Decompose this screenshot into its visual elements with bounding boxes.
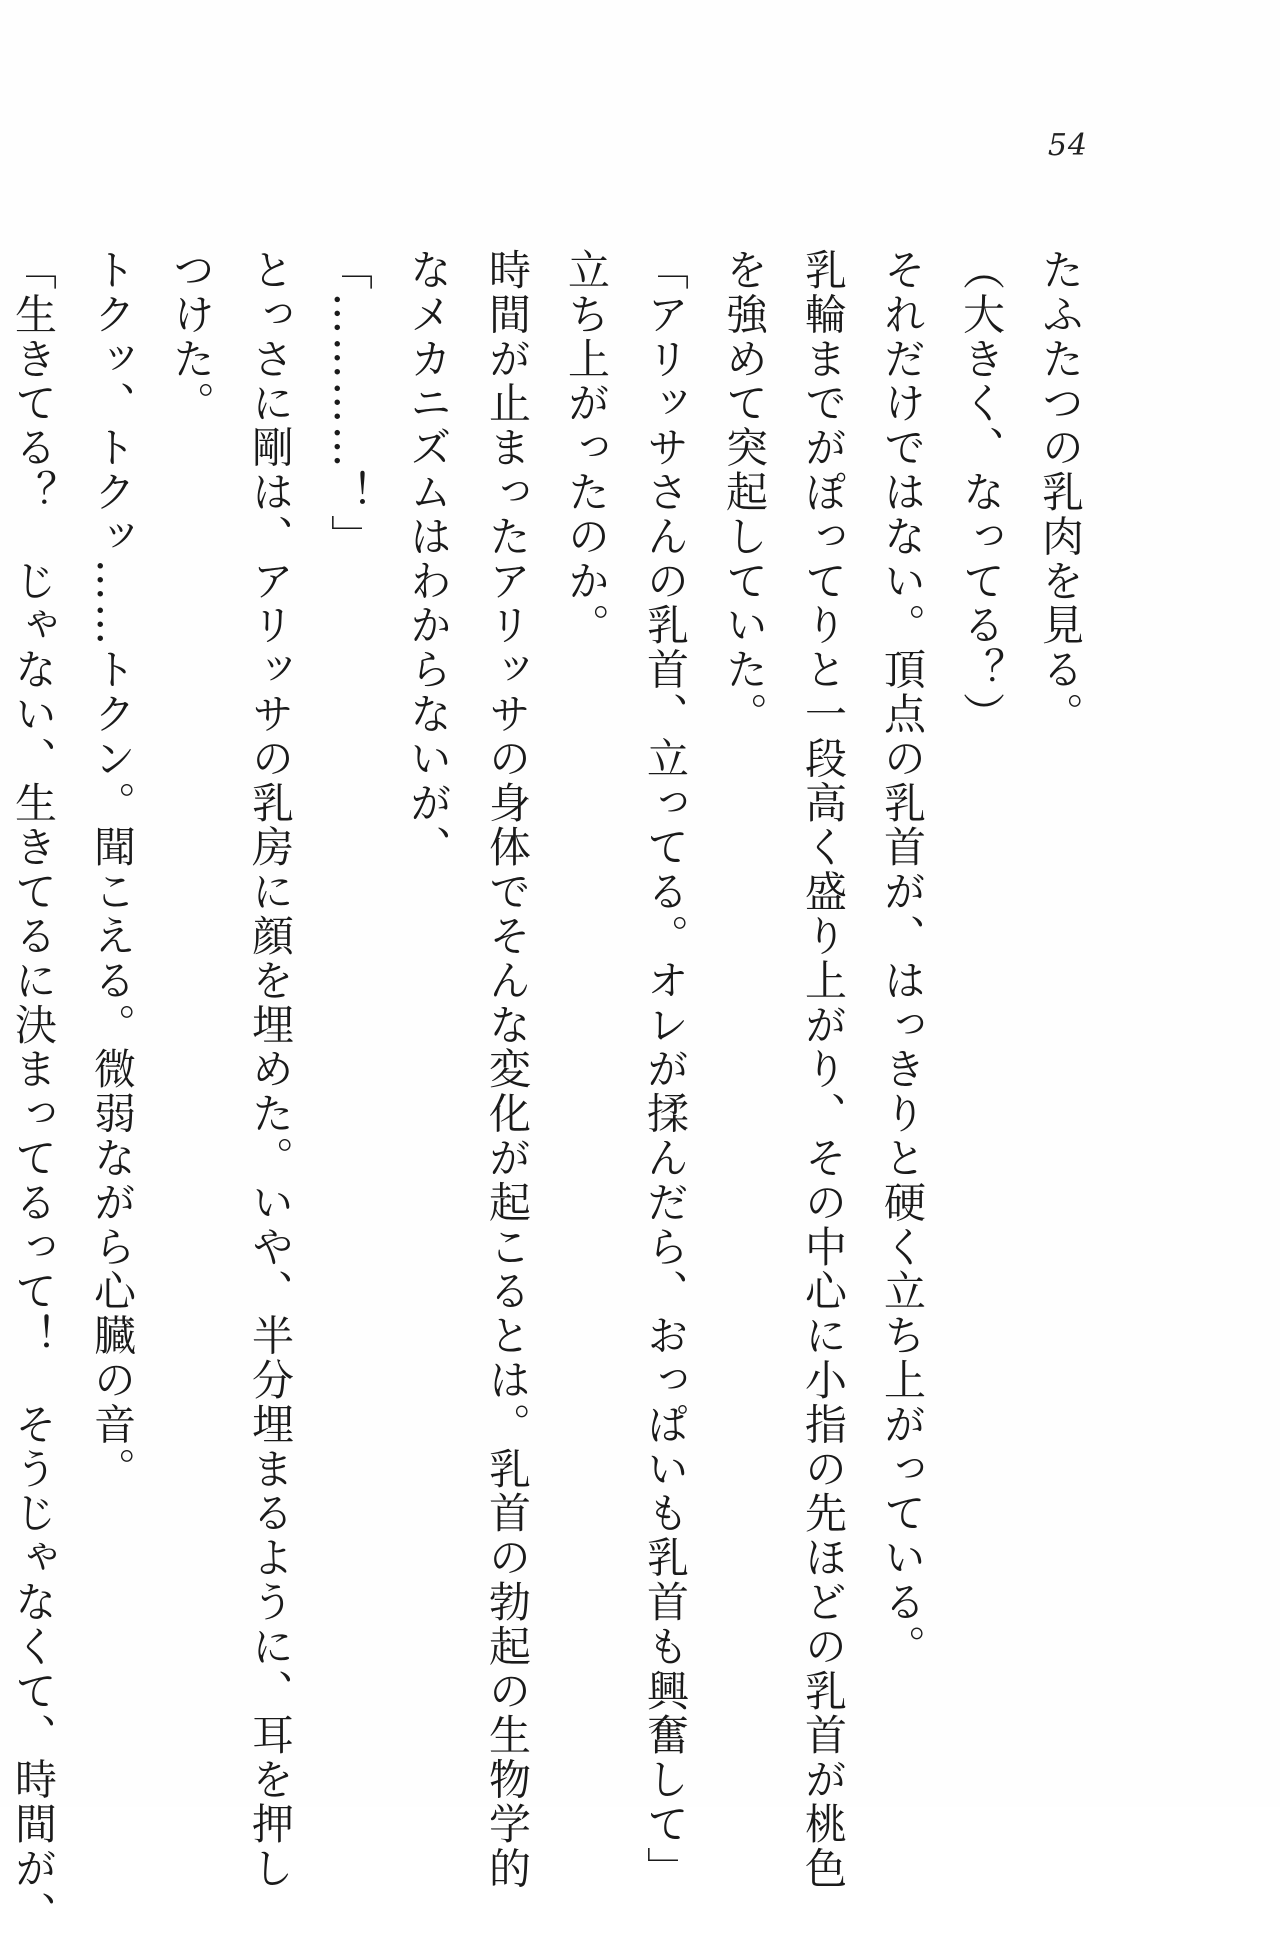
text-line: 「…………！」 (325, 248, 374, 559)
text-line: 「生きてる？ じゃない、生きてるに決まってるって！ そうじゃなくて、時間が、 (9, 248, 58, 1935)
text-line: 立ち上がったのか。 (562, 248, 611, 648)
text-line: 乳輪までがぽってりと一段高く盛り上がり、その中心に小指の先ほどの乳首が桃色 (799, 248, 848, 1891)
text-line: それだけではない。頂点の乳首が、はっきりと硬く立ち上がっている。 (878, 248, 927, 1669)
text-line: 時間が止まったアリッサの身体でそんな変化が起こるとは。乳首の勃起の生物学的 (483, 248, 532, 1891)
text-line: トクッ、トクッ……トクン。聞こえる。微弱ながら心臓の音。 (88, 248, 137, 1492)
body-text (9, 248, 1100, 1935)
text-line: 「アリッサさんの乳首、立ってる。オレが揉んだら、おっぱいも乳首も興奮して」 (641, 248, 690, 1891)
text-line: つけた。 (167, 248, 216, 426)
text-line: とっさに剛は、アリッサの乳房に顔を埋めた。いや、半分埋まるように、耳を押し (246, 248, 295, 1891)
text-line: （大きく、なってる？） (957, 248, 1006, 737)
text-line: なメカニズムはわからないが、 (404, 248, 453, 870)
page-number: 54 (1047, 128, 1088, 163)
text-line: たふたつの乳肉を見る。 (1036, 248, 1085, 737)
text-line: を強めて突起していた。 (720, 248, 769, 737)
